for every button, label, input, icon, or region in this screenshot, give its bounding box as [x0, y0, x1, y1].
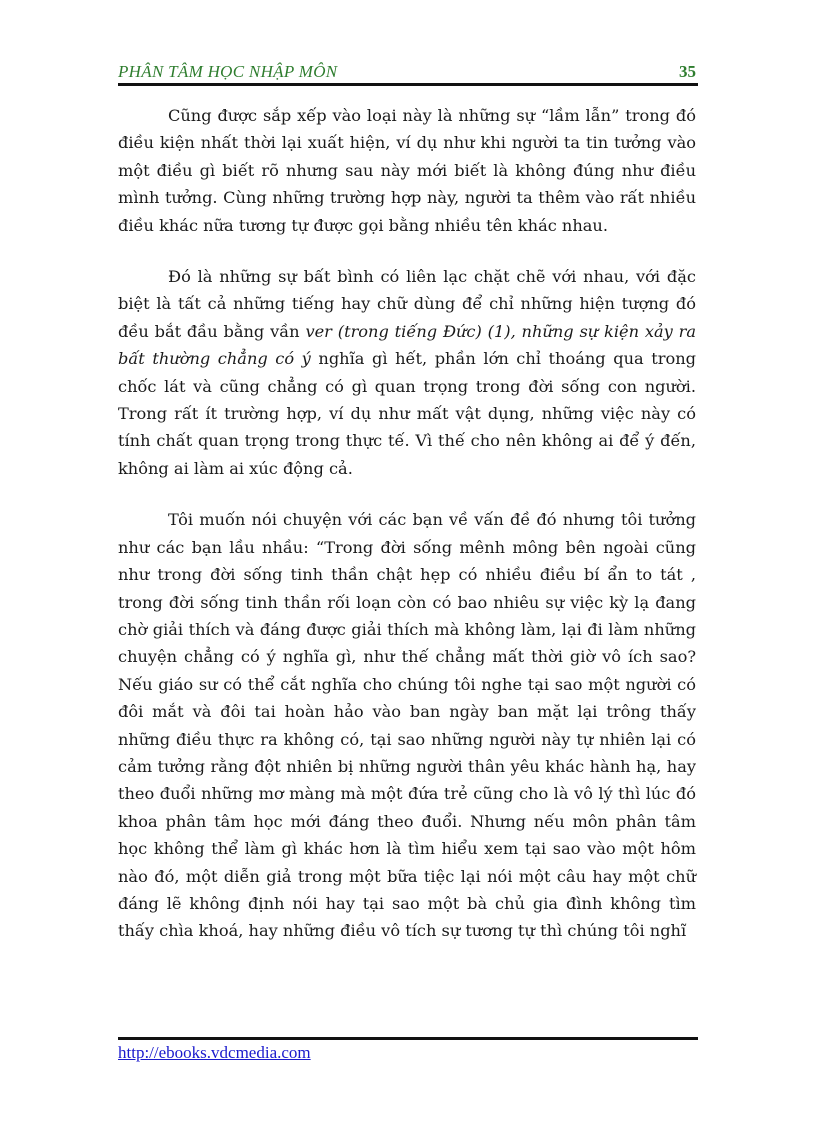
running-title: PHÂN TÂM HỌC NHẬP MÔN: [118, 62, 338, 81]
paragraph-1: Cũng được sắp xếp vào loại này là những sự “lầm lẫn” trong đó điều kiện nhất thời lại xuất hiện, ví dụ như khi người ta tin tưởng vào một điều gì biết rõ nhưng sau này mới biết là không đúng như điều mình tưởng. Cùng những trường hợp này, người ta thêm vào rất nhiều điều khác nữa tương tự được gọi bằng nhiều tên khác nhau.: [118, 106, 696, 235]
paragraph-2-text-end: nghĩa gì hết, phần lớn chỉ thoáng qua trong chốc lát và cũng chẳng có gì quan trọng trong đời sống con người. Trong rất ít trường hợp, ví dụ như mất vật dụng, những việc này có tính chất quan trọng trong thực tế. Vì thế cho nên không ai để ý đến, không ai làm ai xúc động cả.: [118, 349, 696, 478]
footer-divider: [118, 1037, 698, 1040]
page-body: [118, 102, 696, 969]
footer-url-link[interactable]: http://ebooks.vdcmedia.com: [118, 1043, 311, 1062]
paragraph-2-text-start: Đó là những sự bất bình có liên lạc chặt chẽ với nhau, với đặc biệt là tất cả những tiếng hay chữ dùng để chỉ những hiện tượng đó đều bắt đầu bằng vần: [118, 267, 696, 341]
page-number: 35: [679, 62, 696, 81]
paragraph-2-italic-text: ver (trong tiếng Đức) (1), những sự kiện xảy ra bất thường chẳng có ý: [118, 321, 697, 369]
paragraph-3: Tôi muốn nói chuyện với các bạn về vấn đề đó nhưng tôi tưởng như các bạn lầu nhầu: “Trong đời sống mênh mông bên ngoài cũng như trong đời sống tinh thần chật hẹp có nhiều điều bí ẩn to tát , trong đời sống tinh thần rối loạn còn có bao nhiêu sự việc kỳ lạ đang chờ giải thích và đáng được giải thích mà không làm, lại đi làm những chuyện chẳng có ý nghĩa gì, như thế chẳng mất thời giờ vô ích sao? Nếu giáo sư có thể cắt nghĩa cho chúng tôi nghe tại sao một người có đôi mắt và đôi tai hoàn hảo vào ban ngày ban mặt lại trông thấy những điều thực ra không có, tại sao những người này tự nhiên lại có cảm tưởng rằng đột nhiên bị những người thân yêu khác hành hạ, hay theo đuổi những mơ màng mà một đứa trẻ cũng cho là vô lý thì lúc đó khoa phân tâm học mới đáng theo đuổi. Nhưng nếu môn phân tâm học không thể làm gì khác hơn là tìm hiểu xem tại sao vào một hôm nào đó, một diễn giả trong một bữa tiệc lại nói một câu hay một chữ đáng lẽ không định nói hay tại sao một bà chủ gia đình không tìm thấy chìa khoá, hay những điều vô tích sự tương tự thì chúng tôi nghĩ: [118, 510, 696, 941]
header-divider: [118, 83, 698, 86]
paragraph-2: [118, 263, 696, 482]
